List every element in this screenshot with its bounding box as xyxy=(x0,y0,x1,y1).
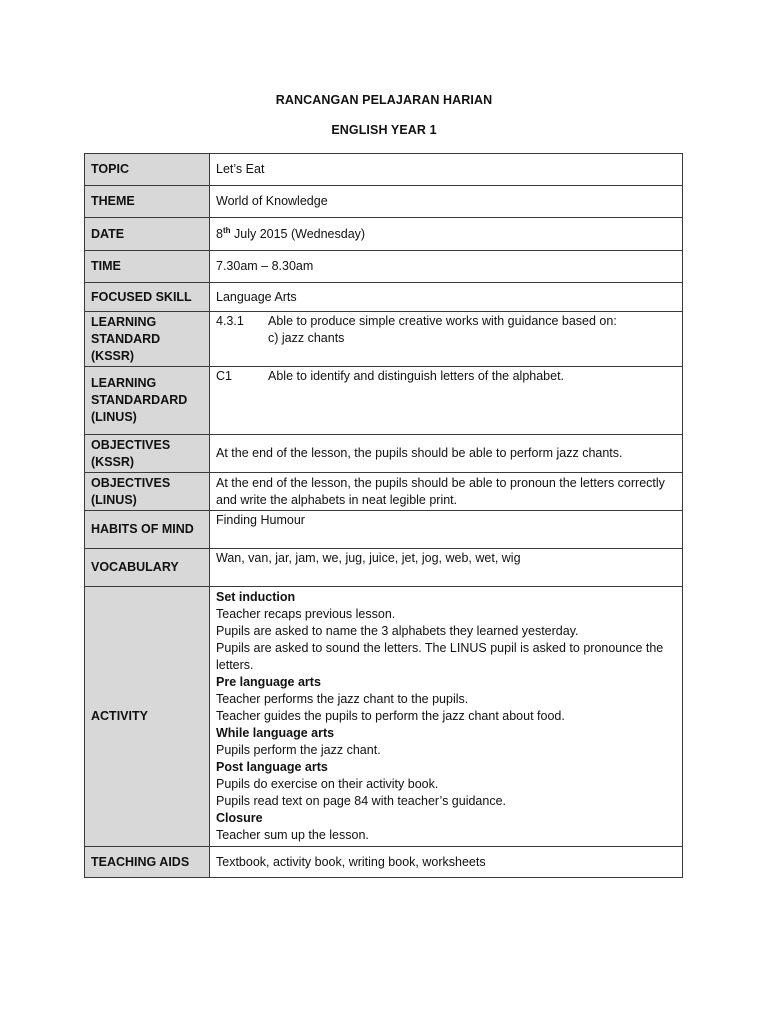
activity-line: Teacher recaps previous lesson. xyxy=(216,607,396,621)
document-subtitle: ENGLISH YEAR 1 xyxy=(331,123,437,137)
activity-line: Teacher guides the pupils to perform the jazz chant about food. xyxy=(216,709,565,723)
row-theme xyxy=(85,186,683,218)
activity-line: Pupils perform the jazz chant. xyxy=(216,743,381,757)
focused-skill-value: Language Arts xyxy=(210,283,683,312)
row-teaching-aids xyxy=(85,847,683,878)
objectives-kssr-value: At the end of the lesson, the pupils should be able to perform jazz chants. xyxy=(210,435,683,473)
linus-standard-text: Able to identify and distinguish letters of the alphabet. xyxy=(268,369,565,383)
teaching-aids-label: TEACHING AIDS xyxy=(85,847,210,878)
date-day: 8 xyxy=(216,226,223,241)
learning-standard-linus-value xyxy=(210,367,683,435)
closure-heading: Closure xyxy=(216,811,263,825)
row-focused-skill xyxy=(85,283,683,312)
time-value: 7.30am – 8.30am xyxy=(210,251,683,283)
objectives-linus-label: OBJECTIVES (LINUS) xyxy=(85,473,210,511)
row-learning-standard-kssr xyxy=(85,312,683,367)
document-title: RANCANGAN PELAJARAN HARIAN xyxy=(275,93,493,107)
focused-skill-label: FOCUSED SKILL xyxy=(85,283,210,312)
lesson-plan-table xyxy=(84,153,683,878)
activity-line: Pupils are asked to name the 3 alphabets they learned yesterday. xyxy=(216,624,579,638)
set-induction-heading: Set induction xyxy=(216,590,296,604)
date-value xyxy=(210,218,683,251)
row-time xyxy=(85,251,683,283)
habits-of-mind-value: Finding Humour xyxy=(210,511,683,549)
activity-label: ACTIVITY xyxy=(85,587,210,847)
activity-line: Pupils read text on page 84 with teacher’s guidance. xyxy=(216,794,507,808)
row-objectives-kssr xyxy=(85,435,683,473)
activity-value xyxy=(210,587,683,847)
row-date xyxy=(85,218,683,251)
row-topic xyxy=(85,154,683,186)
learning-standard-linus-label: LEARNING STANDARDARD (LINUS) xyxy=(85,367,210,435)
date-label: DATE xyxy=(85,218,210,251)
activity-line: Teacher sum up the lesson. xyxy=(216,828,369,842)
date-rest: July 2015 (Wednesday) xyxy=(230,226,366,241)
teaching-aids-value: Textbook, activity book, writing book, worksheets xyxy=(210,847,683,878)
objectives-kssr-label: OBJECTIVES (KSSR) xyxy=(85,435,210,473)
kssr-standard-text: Able to produce simple creative works with guidance based on: xyxy=(268,314,617,328)
time-label: TIME xyxy=(85,251,210,283)
linus-standard-code: C1 xyxy=(216,369,232,383)
row-vocabulary xyxy=(85,549,683,587)
activity-line: Teacher performs the jazz chant to the pupils. xyxy=(216,692,469,706)
learning-standard-kssr-value xyxy=(210,312,683,367)
activity-line: Pupils do exercise on their activity book. xyxy=(216,777,439,791)
row-habits-of-mind xyxy=(85,511,683,549)
pre-language-arts-heading: Pre language arts xyxy=(216,675,321,689)
row-objectives-linus xyxy=(85,473,683,511)
activity-line: Pupils are asked to sound the letters. The LINUS pupil is asked to pronounce the letters. xyxy=(216,641,664,672)
vocabulary-label: VOCABULARY xyxy=(85,549,210,587)
kssr-standard-code: 4.3.1 xyxy=(216,314,244,328)
topic-label: TOPIC xyxy=(85,154,210,186)
while-language-arts-heading: While language arts xyxy=(216,726,335,740)
date-suffix: th xyxy=(222,225,231,235)
row-learning-standard-linus xyxy=(85,367,683,435)
kssr-standard-sub: c) jazz chants xyxy=(268,331,345,345)
vocabulary-value: Wan, van, jar, jam, we, jug, juice, jet, jog, web, wet, wig xyxy=(210,549,683,587)
theme-value: World of Knowledge xyxy=(210,186,683,218)
objectives-linus-value: At the end of the lesson, the pupils should be able to pronoun the letters correctly and write the alphabets in neat legible print. xyxy=(210,473,683,511)
topic-value: Let’s Eat xyxy=(210,154,683,186)
learning-standard-kssr-label: LEARNING STANDARD (KSSR) xyxy=(85,312,210,367)
post-language-arts-heading: Post language arts xyxy=(216,760,328,774)
theme-label: THEME xyxy=(85,186,210,218)
habits-of-mind-label: HABITS OF MIND xyxy=(85,511,210,549)
row-activity xyxy=(85,587,683,847)
